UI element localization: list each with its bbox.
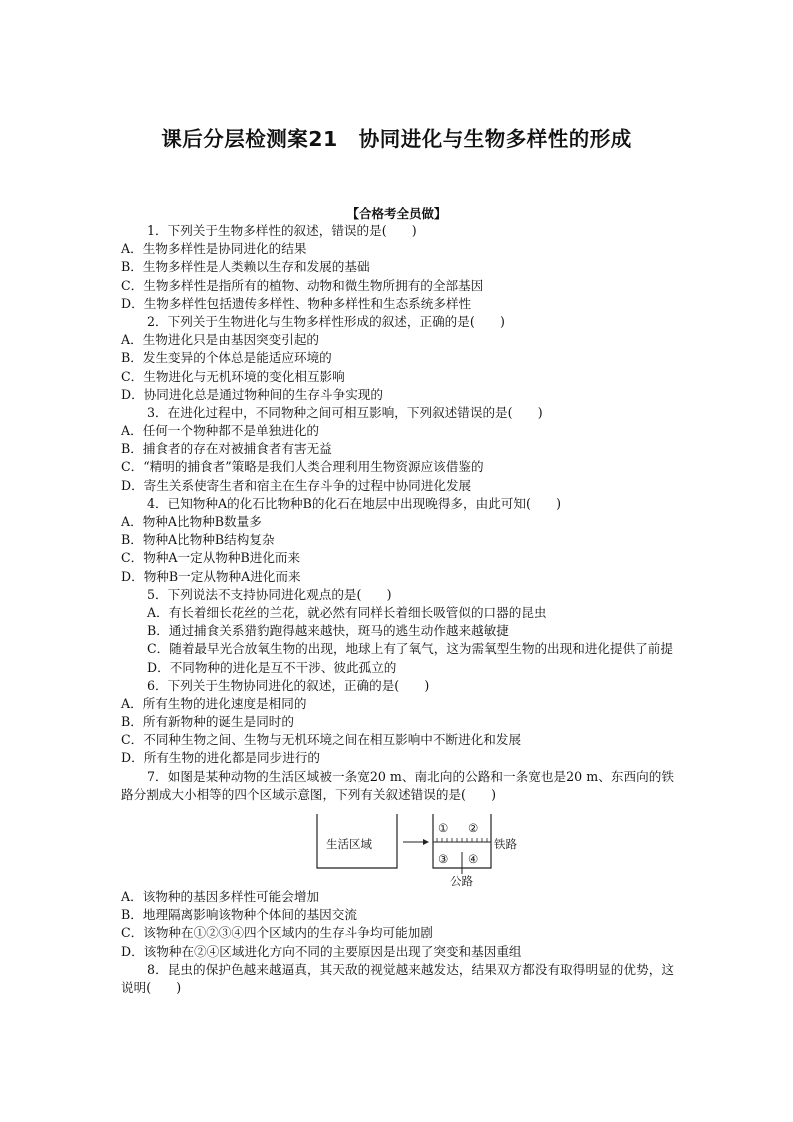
living-area-label: 生活区域 [326,837,372,852]
option: D．所有生物的进化都是同步进行的 [121,750,321,766]
question-list [121,222,674,997]
question-stem: 6．下列关于生物协同进化的叙述，正确的是( ) [147,677,430,693]
option: B．发生变异的个体总是能适应环境的 [121,350,332,366]
option: B．生物多样性是人类赖以生存和发展的基础 [121,259,370,275]
option: A．任何一个物种都不是单独进化的 [121,423,320,439]
railway-label: 铁路 [494,837,517,852]
option: C．物种A一定从物种B进化而来 [121,550,301,566]
option: C．不同种生物之间、生物与无机环境之间在相互影响中不断进化和发展 [121,732,522,748]
road-label: 公路 [450,874,473,889]
question-stem: 3．在进化过程中，不同物种之间可相互影响，下列叙述错误的是( ) [147,404,543,420]
option: B．捕食者的存在对被捕食者有害无益 [121,441,332,457]
option: D．协同进化总是通过物种间的生存斗争实现的 [121,386,383,402]
option: C．生物进化与无机环境的变化相互影响 [121,368,345,384]
option: A．生物多样性是协同进化的结果 [121,241,307,257]
region-2-label: ② [468,821,479,836]
railway-ticks [437,838,487,842]
option: C．“精明的捕食者”策略是我们人类合理利用生物资源应该借鉴的 [121,459,484,475]
region-3-label: ③ [438,852,449,867]
option: A．所有生物的进化速度是相同的 [121,695,307,711]
question-stem: 5．下列说法不支持协同进化观点的是( ) [147,586,392,602]
document-title: 课后分层检测案21 协同进化与生物多样性的形成 [161,127,632,151]
option: A．生物进化只是由基因突变引起的 [121,332,320,348]
question-stem: 7．如图是某种动物的生活区域被一条宽20 m、南北向的公路和一条宽也是20 m、东西向的铁路分割成大小相等的四个区域示意图，下列有关叙述错误的是( ) [121,768,674,802]
arrow-head-icon [423,839,429,845]
option: D．生物多样性包括遗传多样性、物种多样性和生态系统多样性 [121,295,472,311]
section-heading: 【合格考全员做】 [346,206,447,221]
option: B．地理隔离影响该物种个体间的基因交流 [121,907,357,923]
option: C．随着最早光合放氧生物的出现，地球上有了氧气，这为需氧型生物的出现和进化提供了前提 [147,641,673,657]
region-4-label: ④ [468,852,479,867]
region-diagram [121,808,674,889]
option: A．有长着细长花丝的兰花，就必然有同样长着细长吸管似的口器的昆虫 [147,604,547,620]
option: D．不同物种的进化是互不干涉、彼此孤立的 [147,659,397,675]
option: A．该物种的基因多样性可能会增加 [121,889,320,905]
option: C．该物种在①②③④四个区域内的生存斗争均可能加剧 [121,925,433,941]
option: A．物种A比物种B数量多 [121,514,262,529]
question-stem: 8．昆虫的保护色越来越逼真，其天敌的视觉越来越发达，结果双方都没有取得明显的优势，这说明( ) [121,961,674,995]
option: D．该物种在②④区域进化方向不同的主要原因是出现了突变和基因重组 [121,943,522,959]
option: B．物种A比物种B结构复杂 [121,532,275,548]
option: C．生物多样性是指所有的植物、动物和微生物所拥有的全部基因 [121,277,484,293]
option: B．所有新物种的诞生是同时的 [121,714,294,730]
question-stem: 1．下列关于生物多样性的叙述，错误的是( ) [147,223,417,238]
option: D．寄生关系使寄生者和宿主在生存斗争的过程中协同进化发展 [121,477,472,493]
question-stem: 4．已知物种A的化石比物种B的化石在地层中出现晚得多，由此可知( ) [147,495,562,511]
option: D．物种B一定从物种A进化而来 [121,568,301,584]
question-stem: 2．下列关于生物进化与生物多样性形成的叙述，正确的是( ) [147,313,505,329]
option: B．通过捕食关系猎豹跑得越来越快，斑马的逃生动作越来越敏捷 [147,623,509,639]
region-1-label: ① [438,821,449,836]
